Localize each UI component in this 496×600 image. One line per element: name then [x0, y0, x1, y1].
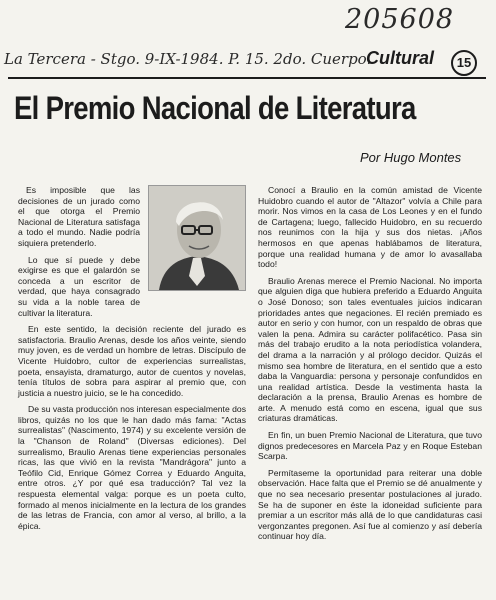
section-label: Cultural [366, 48, 435, 68]
author-portrait-photo [148, 185, 246, 291]
paragraph: Es imposible que las decisiones de un jurado como el que otorga el Premio Nacional de Literatura satisfaga a todo el mundo. Nadie podría siquiera pretenderlo. [18, 185, 140, 248]
paragraph: De su vasta producción nos interesan especialmente dos libros, quizás no los que le han dado más fama: "Actas surrealistas" (Nascimento, 1974) y su excelente versión de la "Chanson de Roland" (Diversas ediciones). Del surrealismo, Braulio Arenas tiene experiencias personales ricas, las que vivió en la revista "Mandrágora" junto a Teófilo Cid, Enrique Gómez Correa y Eduardo Anguita, entre otros. ¿Y por qué esa traducción? Tal vez la respuesta elemental valga: porque es un poeta culto, formado al menos inicialmente en la lectura de los grandes de las letras de Francia, con amor al verso, al brillo, a la épica. [18, 404, 246, 531]
paragraph: En fin, un buen Premio Nacional de Literatura, que tuvo dignos predecesores en Marcela Paz y en Roque Esteban Scarpa. [258, 430, 482, 462]
article-column-right [258, 185, 482, 548]
page-number-badge: 15 [451, 50, 477, 76]
byline: Por Hugo Montes [360, 150, 462, 165]
portrait-illustration [149, 186, 245, 290]
handwritten-catalog-number: 205608 [345, 4, 455, 35]
header-rule [8, 77, 486, 79]
handwritten-source-note: La Tercera - Stgo. 9-IX-1984. P. 15. 2do. Cuerpo. [4, 50, 372, 68]
article-column-left [18, 185, 246, 537]
paragraph: Braulio Arenas merece el Premio Nacional. No importa que alguien diga que hubiera preferido a Eduardo Anguita o José Donoso; son tales eventuales juicios indicaran prioridades antes que negaciones. El recién premiado es autor en serio y con humor, con un respaldo de obras que valen la pena. Admira su carácter polifacético. Pasa sin más del trabajo erudito a la nota periodística volandera, del drama a la narración y al prólogo decidor. Quizás el mismo sea hombre de literatura, en el sentido que a esto daba la Vanguardia: persona y personaje confundidos en una realidad artística. Desde la vestimenta hasta la declaración a la prensa, Braulio Arenas es hombre de arte. A menudo está como en escena, igual que sus criaturas dramáticas. [258, 275, 482, 424]
paragraph: Permítaseme la oportunidad para reiterar una doble observación. Hace falta que el Premio se dé anualmente y que no sea necesario presentar postulaciones al jurado. Se ha de suponer en éste la idoneidad suficiente para premiar a un escritor más allá de lo que candidaturas casi vergonzantes pregonen. Así fue al comienzo y así debería continuar hoy día. [258, 467, 482, 542]
paragraph: Conocí a Braulio en la común amistad de Vicente Huidobro cuando el autor de "Altazor" volvía a Chile para morir. Nos vimos en la casa de Los Leones y en el fundo de Cartagena; luego, fallecido Huidobro, en su recuerdo nos reunimos con la hija y sus dos nietas. ¡Años hermosos en que apenas hablábamos de literatura, porque una realidad humana y de amor lo avasallaba todo! [258, 185, 482, 270]
paragraph: Lo que sí puede y debe exigirse es que el galardón se conceda a un escritor de verdad, que haya consagrado su vida a la noble tarea de cultivar la literatura. [18, 254, 140, 318]
paragraph: En este sentido, la decisión reciente del jurado es satisfactoria. Braulio Arenas, desde los años veinte, siendo muy joven, es de verdad un hombre de letras. Discípulo de Vicente Huidobro, cultor de experiencias surrealistas, poeta, ensayista, dramaturgo, autor de cuentos y novelas, tenía títulos de sobra para aspirar al premio que, con justicia a nuestro juicio, se le ha concedido. [18, 324, 246, 398]
article-headline: El Premio Nacional de Literatura [14, 90, 416, 126]
